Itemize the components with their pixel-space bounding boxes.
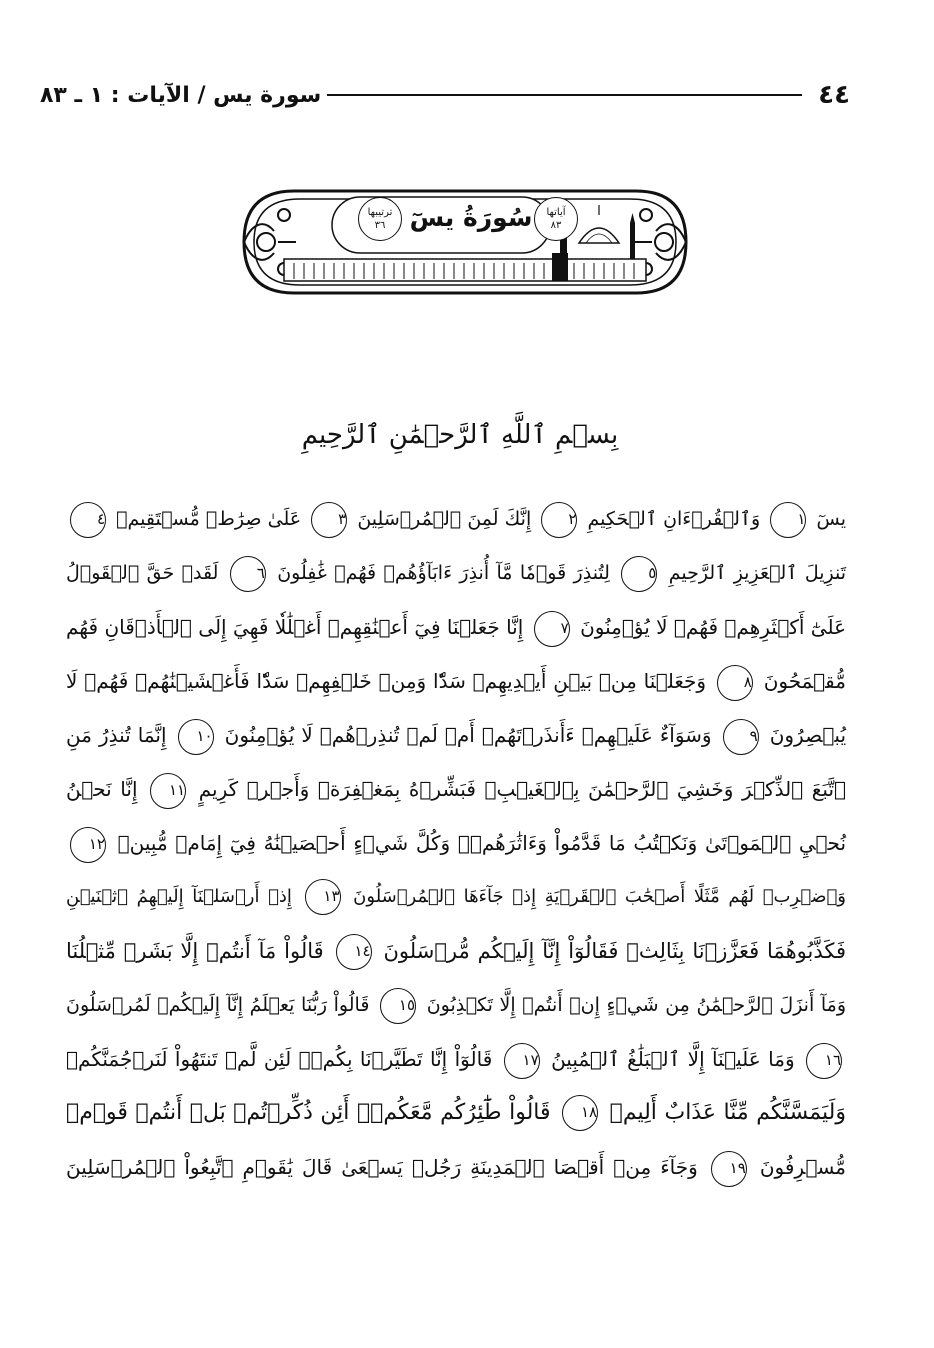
basmala: بِسۡمِ ٱللَّهِ ٱلرَّحۡمَٰنِ ٱلرَّحِيمِ bbox=[301, 420, 619, 450]
verse-text-segment: فَكَذَّبُوهُمَا فَعَزَّزۡنَا بِثَالِثٖ فَقَالُوٓاْ إِنَّآ إِلَيۡكُم مُّرۡسَلُونَ bbox=[383, 939, 846, 963]
sura-order-label: ترتيبها bbox=[367, 207, 393, 218]
ayah-number-marker: ٤ bbox=[70, 502, 106, 538]
verse-line bbox=[66, 654, 846, 708]
ayat-count-label: آياتها bbox=[546, 207, 566, 218]
ayah-number-marker: ٨ bbox=[717, 665, 753, 701]
verse-line bbox=[66, 492, 846, 546]
ayah-number-marker: ١٩ bbox=[711, 1151, 747, 1187]
verse-text-segment: قَالُواْ طَٰٓئِرُكُم مَّعَكُمۡۚ أَئِن ذُكِّرۡتُمۚ بَلۡ أَنتُمۡ قَوۡمٞ bbox=[66, 1100, 551, 1125]
running-header bbox=[40, 78, 850, 112]
verse-text-segment: عَلَىٰ صِرَٰطٖ مُّسۡتَقِيمٖ bbox=[116, 508, 302, 530]
verse-text-segment: وَمَآ أَنزَلَ ٱلرَّحۡمَٰنُ مِن شَيۡءٍ إِنۡ أَنتُمۡ إِلَّا تَكۡذِبُونَ bbox=[426, 994, 847, 1016]
verse-line bbox=[66, 1140, 846, 1194]
verse-text-segment: تَنزِيلَ ٱلۡعَزِيزِ ٱلرَّحِيمِ bbox=[668, 562, 847, 584]
verse-line bbox=[66, 600, 846, 654]
sura-banner bbox=[234, 183, 696, 301]
ayah-number-marker: ١٦ bbox=[806, 1043, 842, 1079]
verse-text-segment: قَالُوٓاْ إِنَّا تَطَيَّرۡنَا بِكُمۡۖ لَئِن لَّمۡ تَنتَهُواْ لَنَرۡجُمَنَّكُمۡ bbox=[66, 1047, 493, 1071]
ayah-number-marker: ٧ bbox=[534, 611, 570, 647]
verse-text-segment: إِذۡ أَرۡسَلۡنَآ إِلَيۡهِمُ ٱثۡنَيۡنِ bbox=[66, 886, 292, 907]
verse-text-block bbox=[66, 492, 846, 1194]
verse-text-segment: عَلَىٰٓ أَكۡثَرِهِمۡ فَهُمۡ لَا يُؤۡمِنُونَ bbox=[580, 615, 847, 639]
ayah-number-marker: ١٨ bbox=[562, 1095, 598, 1131]
verse-line bbox=[66, 762, 846, 816]
ayah-number-marker: ١ bbox=[770, 502, 806, 538]
ayat-count-value: ٨٣ bbox=[550, 220, 562, 231]
verse-line bbox=[66, 978, 846, 1032]
verse-text-segment: وَٱلۡقُرۡءَانِ ٱلۡحَكِيمِ bbox=[587, 508, 761, 530]
verse-text-segment: ٱتَّبَعَ ٱلذِّكۡرَ وَخَشِيَ ٱلرَّحۡمَٰنَ بِٱلۡغَيۡبِۖ فَبَشِّرۡهُ بِمَغۡفِرَةٖ وَأَجۡرٖ كَرِيمٍ bbox=[198, 777, 847, 801]
verse-text-segment: لِتُنذِرَ قَوۡمٗا مَّآ أُنذِرَ ءَابَآؤُهُمۡ فَهُمۡ غَٰفِلُونَ bbox=[277, 562, 610, 584]
ayah-number-marker: ٣ bbox=[311, 502, 347, 538]
verse-line bbox=[66, 816, 846, 870]
verse-text-segment: وَجَآءَ مِنۡ أَقۡصَا ٱلۡمَدِينَةِ رَجُلٞ يَسۡعَىٰ قَالَ يَٰقَوۡمِ ٱتَّبِعُواْ ٱلۡمُرۡسَلِينَ bbox=[66, 1155, 698, 1179]
verse-text-segment: مُّقۡمَحُونَ bbox=[763, 669, 847, 693]
verse-line bbox=[66, 924, 846, 978]
verse-line bbox=[66, 1086, 846, 1140]
sura-order-badge bbox=[358, 197, 402, 241]
page-number: ٤٤ bbox=[818, 80, 850, 110]
verse-line bbox=[66, 546, 846, 600]
header-rule bbox=[327, 94, 802, 96]
verse-text-segment: وَسَوَآءٌ عَلَيۡهِمۡ ءَأَنذَرۡتَهُمۡ أَمۡ لَمۡ تُنذِرۡهُمۡ لَا يُؤۡمِنُونَ bbox=[224, 723, 712, 747]
verse-line bbox=[66, 708, 846, 762]
ayah-number-marker: ٩ bbox=[723, 719, 759, 755]
ayah-number-marker: ١٣ bbox=[305, 879, 341, 915]
sura-order-value: ٣٦ bbox=[374, 220, 386, 231]
verse-text-segment: إِنَّا جَعَلۡنَا فِيٓ أَعۡنَٰقِهِمۡ أَغۡلَٰلٗا فَهِيَ إِلَى ٱلۡأَذۡقَانِ فَهُم bbox=[66, 615, 524, 639]
ayah-number-marker: ١٧ bbox=[504, 1043, 540, 1079]
sura-title: سُورَةُ يسٓ bbox=[409, 203, 533, 232]
ayah-number-marker: ١١ bbox=[150, 773, 186, 809]
sura-banner-frame bbox=[234, 183, 696, 301]
ayah-number-marker: ٥ bbox=[621, 556, 657, 592]
verse-text-segment: يسٓ bbox=[816, 508, 847, 530]
ayah-number-marker: ١٤ bbox=[336, 934, 372, 970]
verse-text-segment: لَقَدۡ حَقَّ ٱلۡقَوۡلُ bbox=[66, 562, 219, 584]
ayat-count-badge bbox=[534, 197, 578, 241]
verse-text-segment: وَمَا عَلَيۡنَآ إِلَّا ٱلۡبَلَٰغُ ٱلۡمُبِينُ bbox=[551, 1047, 795, 1071]
verse-text-segment: إِنَّا نَحۡنُ bbox=[66, 777, 138, 801]
ayah-number-marker: ١٠ bbox=[178, 719, 214, 755]
verse-text-segment: نُحۡيِ ٱلۡمَوۡتَىٰ وَنَكۡتُبُ مَا قَدَّمُواْ وَءَاثَٰرَهُمۡۚ وَكُلَّ شَيۡءٍ أَحۡصَيۡنَٰهُ فِيٓ إِمَامٖ مُّبِينٖ bbox=[117, 831, 847, 855]
verse-line bbox=[66, 1032, 846, 1086]
ayah-number-marker: ١٢ bbox=[70, 827, 106, 863]
verse-line bbox=[66, 870, 846, 924]
verse-text-segment: مُّسۡرِفُونَ bbox=[759, 1155, 847, 1179]
ayah-number-marker: ١٥ bbox=[380, 988, 416, 1024]
verse-text-segment: وَلَيَمَسَّنَّكُم مِّنَّا عَذَابٌ أَلِيمٞ bbox=[609, 1100, 846, 1125]
verse-text-segment: إِنَّمَا تُنذِرُ مَنِ bbox=[66, 723, 167, 747]
verse-text-segment: يُبۡصِرُونَ bbox=[769, 723, 847, 747]
ayah-number-marker: ٢ bbox=[541, 502, 577, 538]
verse-text-segment: وَٱضۡرِبۡ لَهُم مَّثَلًا أَصۡحَٰبَ ٱلۡقَرۡيَةِ إِذۡ جَآءَهَا ٱلۡمُرۡسَلُونَ bbox=[353, 886, 846, 907]
header-title: سورة يس / الآيات : ١ ـ ٨٣ bbox=[40, 82, 322, 108]
verse-text-segment: قَالُواْ رَبُّنَا يَعۡلَمُ إِنَّآ إِلَيۡكُمۡ لَمُرۡسَلُونَ bbox=[66, 994, 370, 1016]
verse-text-segment: قَالُواْ مَآ أَنتُمۡ إِلَّا بَشَرٞ مِّثۡلُنَا bbox=[66, 939, 324, 963]
verse-text-segment: إِنَّكَ لَمِنَ ٱلۡمُرۡسَلِينَ bbox=[357, 508, 532, 530]
verse-text-segment: وَجَعَلۡنَا مِنۢ بَيۡنِ أَيۡدِيهِمۡ سَدّٗا وَمِنۡ خَلۡفِهِمۡ سَدّٗا فَأَغۡشَيۡنَٰهُمۡ فَهُمۡ لَا bbox=[66, 669, 707, 693]
ayah-number-marker: ٦ bbox=[230, 556, 266, 592]
